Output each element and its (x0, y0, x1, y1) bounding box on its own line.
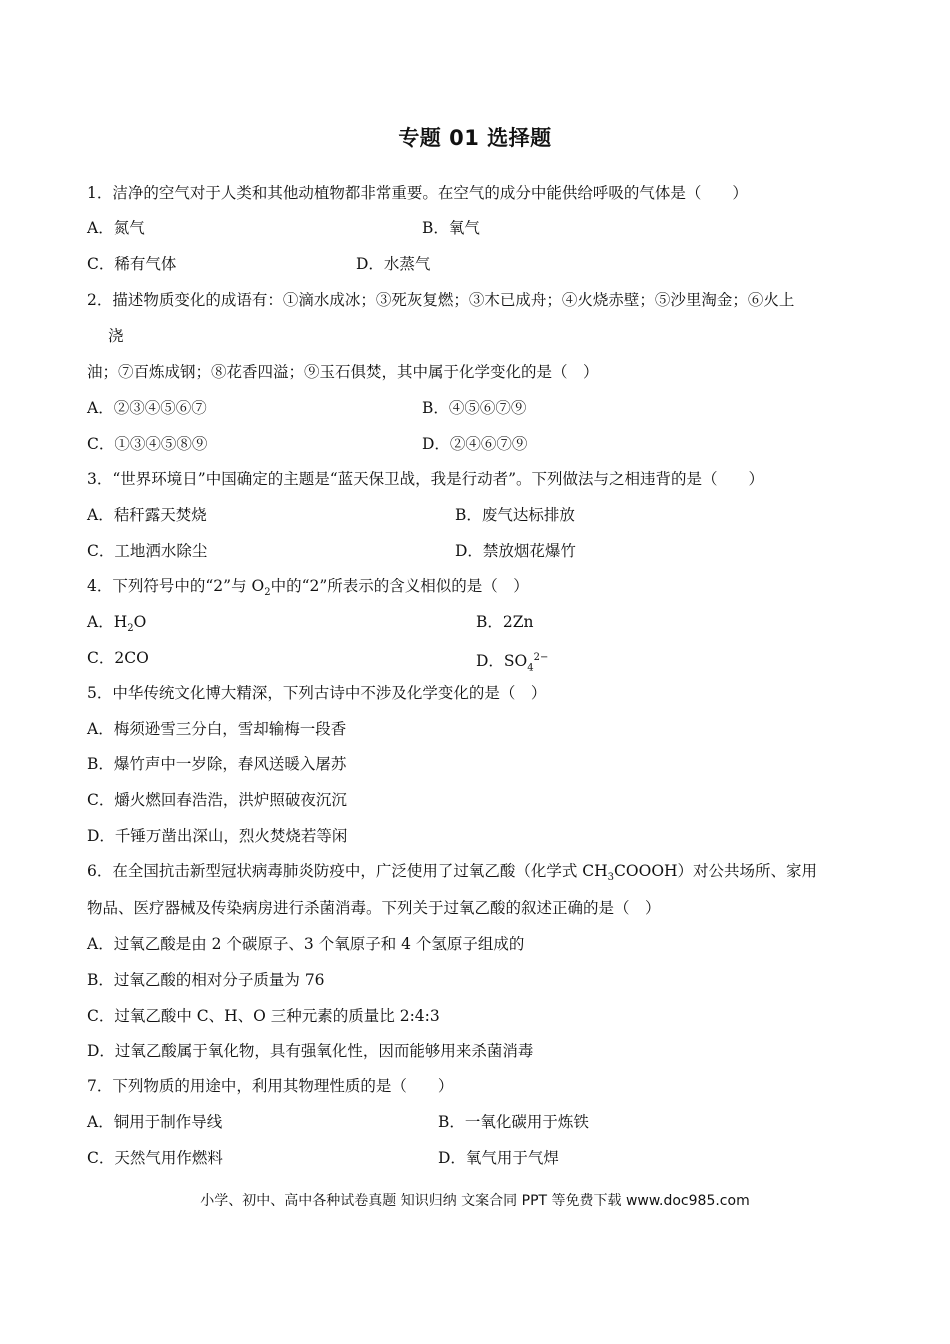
question-7-stem: 7．下列物质的用途中，利用其物理性质的是（ ） (87, 1077, 454, 1095)
question-5-option-b: B．爆竹声中一岁除，春风送暖入屠苏 (87, 755, 347, 773)
question-6-option-c: C．过氧乙酸中 C、H、O 三种元素的质量比 2:4:3 (87, 1007, 440, 1025)
question-3-option-d: D．禁放烟花爆竹 (455, 542, 576, 560)
question-5-option-d: D．千锤万凿出深山，烈火焚烧若等闲 (87, 827, 348, 845)
question-4-option-d-pre: D．SO (476, 652, 528, 671)
question-4-option-a (87, 611, 146, 640)
question-7-option-d: D．氧气用于气焊 (438, 1149, 559, 1167)
question-3-option-c: C．工地洒水除尘 (87, 542, 208, 560)
question-5-option-c: C．爝火燃回春浩浩，洪炉照破夜沉沉 (87, 791, 347, 809)
question-4-option-a-post: O (133, 613, 147, 631)
question-2-stem-line-1: 2．描述物质变化的成语有：①滴水成冰；③死灰复燃；③木已成舟；④火烧赤壁；⑤沙里淘金；⑥火上 (87, 291, 795, 309)
question-3-option-b: B．废气达标排放 (455, 506, 575, 524)
question-2-option-b: B．④⑤⑥⑦⑨ (422, 399, 527, 417)
question-6-stem-post: COOOH）对公共场所、家用 (614, 862, 818, 880)
question-4-option-b: B．2Zn (476, 613, 534, 631)
question-4-stem-post: 中的“2”所表示的含义相似的是（ ） (270, 577, 529, 595)
question-6-stem-line-2: 物品、医疗器械及传染病房进行杀菌消毒。下列关于过氧乙酸的叙述正确的是（ ） (87, 899, 661, 917)
question-3-option-a: A．秸秆露天焚烧 (87, 506, 207, 524)
question-7-option-a: A．铜用于制作导线 (87, 1113, 223, 1131)
question-2-option-c: C．①③④⑤⑧⑨ (87, 435, 208, 453)
question-6-option-b: B．过氧乙酸的相对分子质量为 76 (87, 971, 325, 989)
question-7-option-c: C．天然气用作燃料 (87, 1149, 223, 1167)
question-2-option-d: D．②④⑥⑦⑨ (422, 435, 528, 453)
question-1-option-a: A．氮气 (87, 219, 145, 237)
question-1-option-c: C．稀有气体 (87, 255, 177, 273)
question-2-option-a: A．②③④⑤⑥⑦ (87, 399, 207, 417)
question-6-stem-pre: 6．在全国抗击新型冠状病毒肺炎防疫中，广泛使用了过氧乙酸（化学式 CH (87, 862, 608, 880)
question-4-option-c: C．2CO (87, 649, 149, 667)
question-4-option-a-pre: A．H (87, 613, 128, 631)
question-4-option-d-superscript: 2− (533, 652, 549, 663)
question-6-stem-line-1 (87, 860, 817, 889)
question-4-stem-pre: 4．下列符号中的“2”与 O (87, 577, 265, 595)
question-4-option-d (476, 647, 548, 679)
question-5-stem: 5．中华传统文化博大精深，下列古诗中不涉及化学变化的是（ ） (87, 684, 547, 702)
question-2-stem-line-3: 油；⑦百炼成钢；⑧花香四溢；⑨玉石俱焚，其中属于化学变化的是（ ） (87, 363, 599, 381)
question-7-option-b: B．一氧化碳用于炼铁 (438, 1113, 589, 1131)
question-6-stem-subscript: 3 (607, 872, 615, 884)
question-6-option-a: A．过氧乙酸是由 2 个碳原子、3 个氧原子和 4 个氢原子组成的 (87, 935, 525, 953)
question-4-option-d-subscript: 4 (527, 662, 534, 674)
question-2-stem-line-2: 浇 (108, 327, 124, 345)
question-1-option-b: B．氧气 (422, 219, 480, 237)
question-6-option-d: D．过氧乙酸属于氧化物，具有强氧化性，因而能够用来杀菌消毒 (87, 1042, 534, 1060)
question-3-stem: 3．“世界环境日”中国确定的主题是“蓝天保卫战，我是行动者”。下列做法与之相违背的是（ ） (87, 470, 765, 488)
question-4-option-a-subscript: 2 (127, 623, 134, 635)
page-title: 专题 01 选择题 (398, 126, 552, 150)
question-5-option-a: A．梅须逊雪三分白，雪却输梅一段香 (87, 720, 347, 738)
question-4-stem (87, 575, 529, 604)
question-4-stem-subscript: 2 (264, 587, 271, 599)
page-footer: 小学、初中、高中各种试卷真题 知识归纳 文案合同 PPT 等免费下载 www.doc985.com (200, 1193, 750, 1209)
question-1-stem: 1．洁净的空气对于人类和其他动植物都非常重要。在空气的成分中能供给呼吸的气体是（ ） (87, 184, 748, 202)
question-1-option-d: D．水蒸气 (356, 255, 431, 273)
